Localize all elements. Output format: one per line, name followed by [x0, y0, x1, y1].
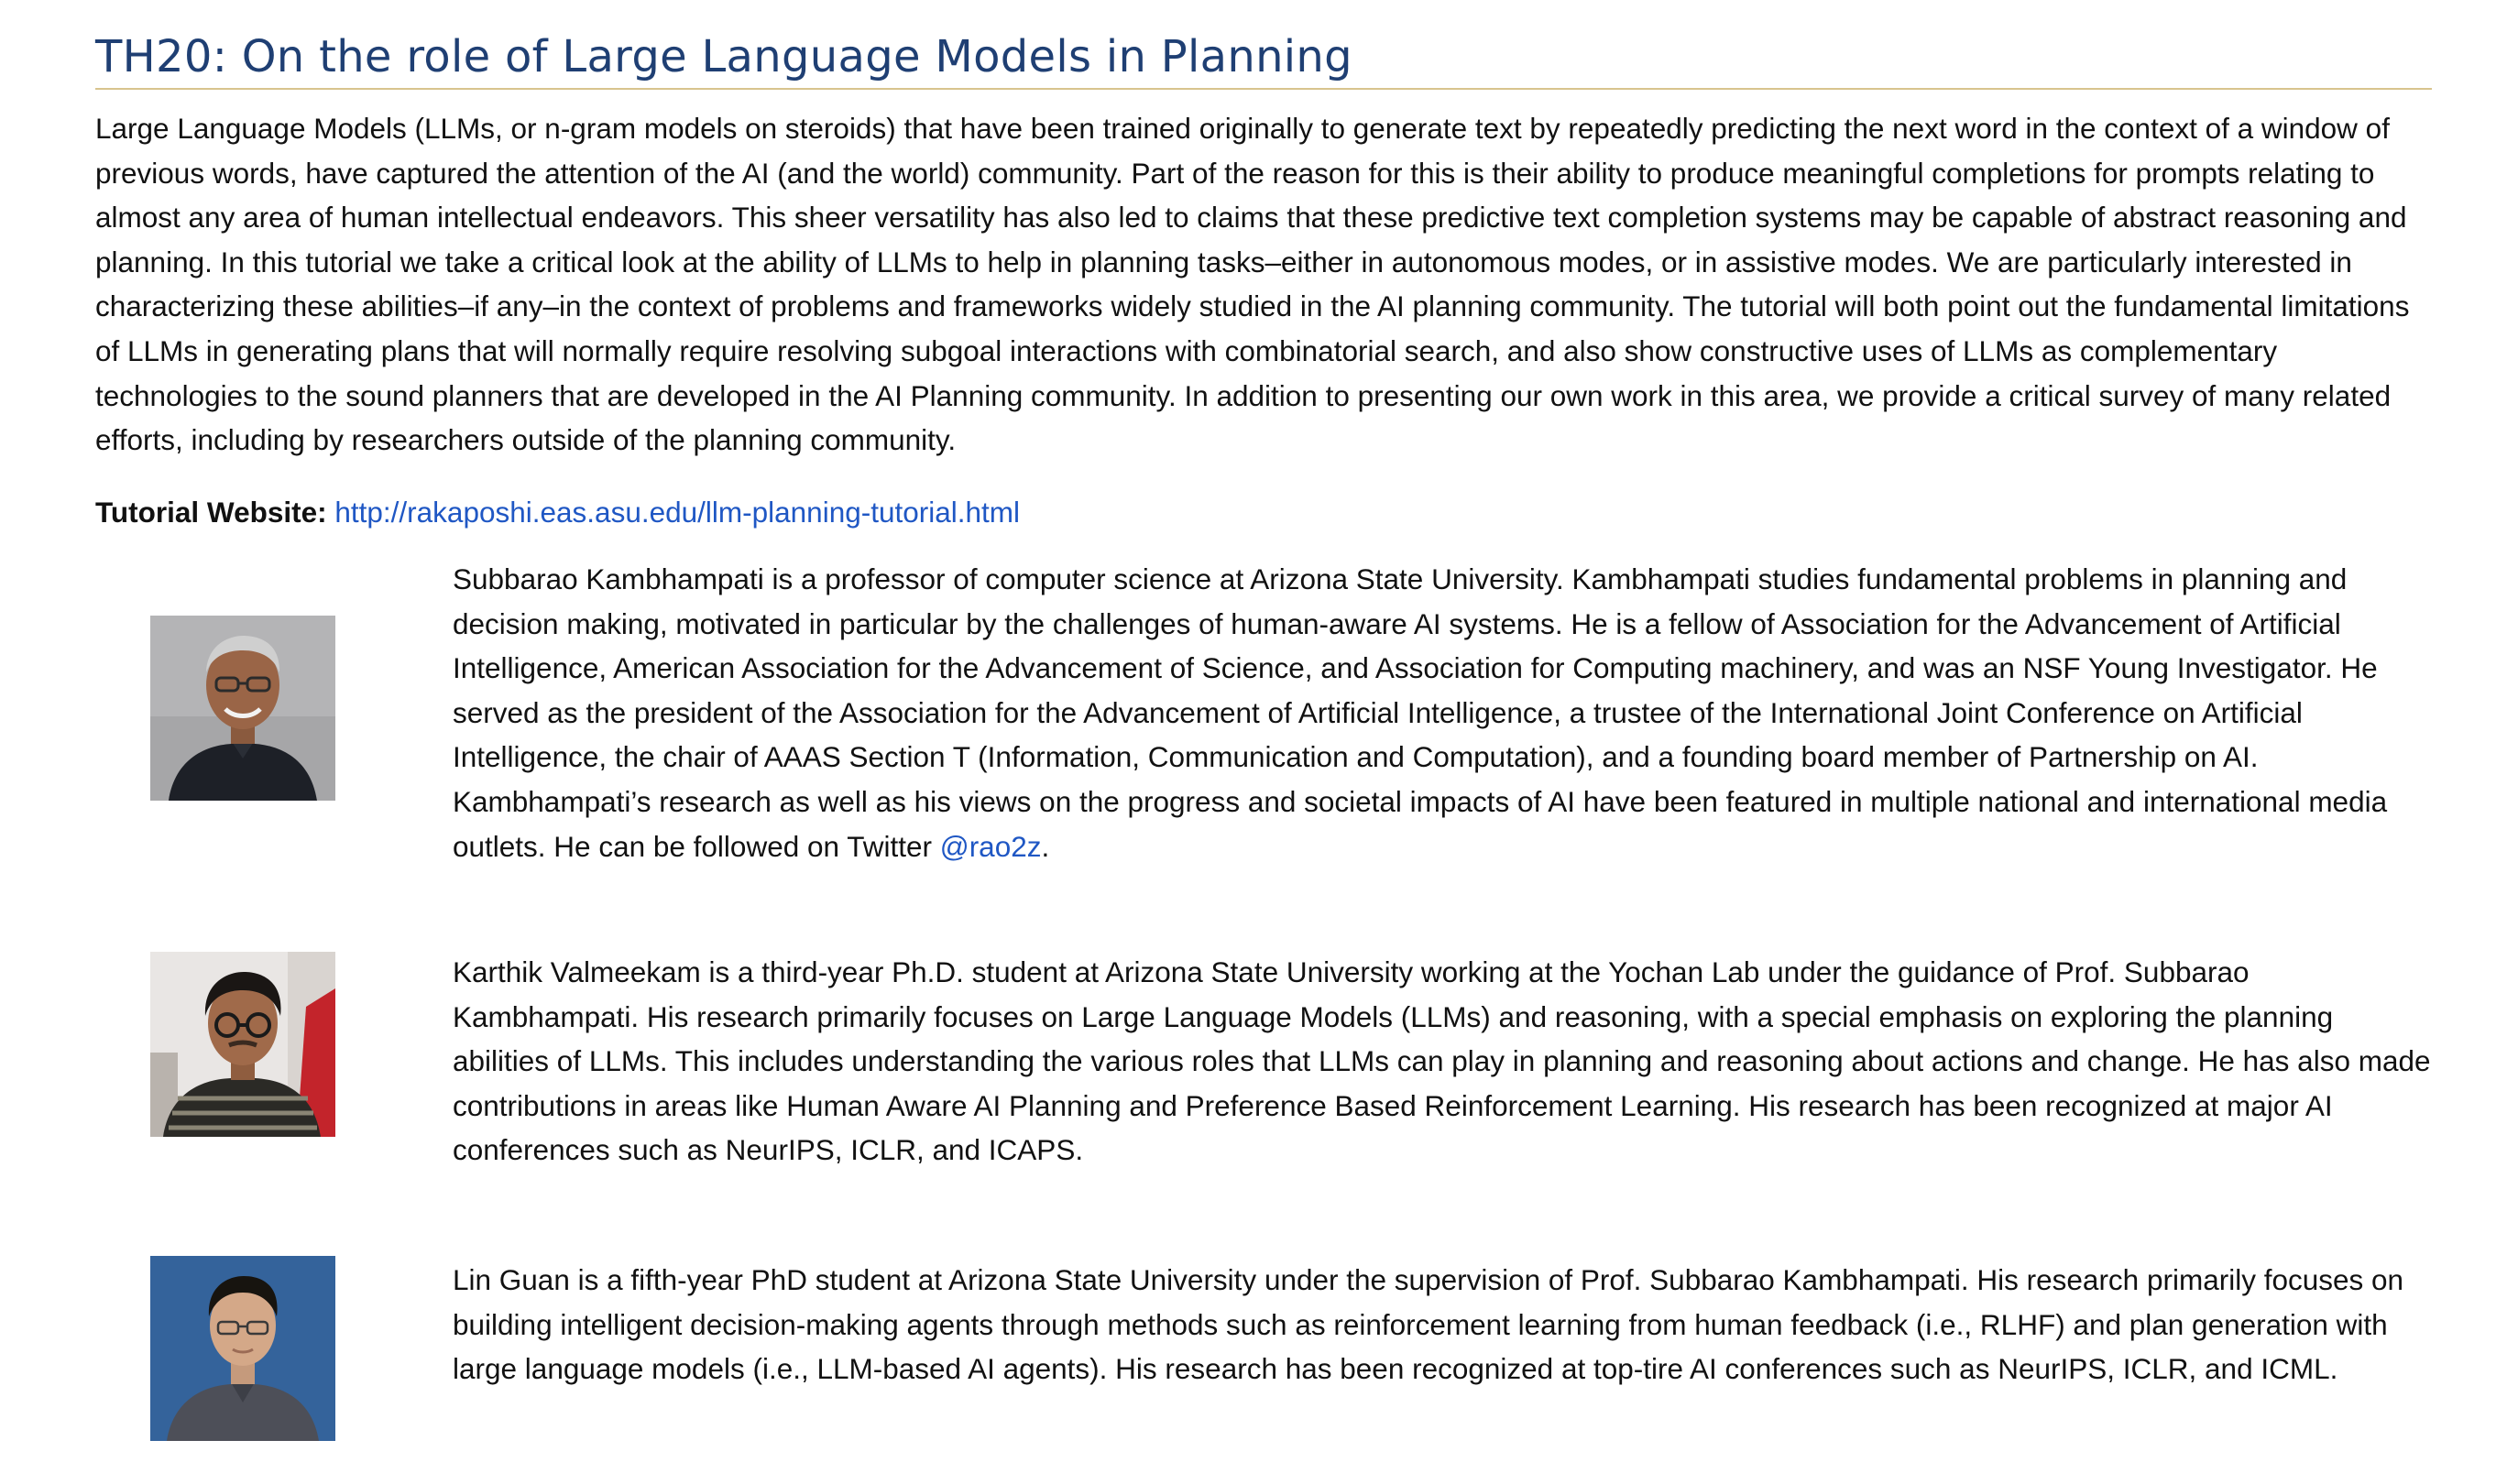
presenter-bio-text: Lin Guan is a fifth-year PhD student at Arizona State University under the supervision of Prof. Subbarao Kambhampati. His research primarily focuses on building intelligent decision-making agents through methods such as reinforcement learning from human feedback (i.e., RLHF) and plan generation with large language models (i.e., LLM-based AI agents). His research has been recognized at top-tire AI conferences such as NeurIPS, ICLR, and ICML.: [453, 1263, 2404, 1386]
tutorial-website-link[interactable]: http://rakaposhi.eas.asu.edu/llm-planning-tutorial.html: [334, 495, 1021, 529]
presenter-bio-text: [453, 557, 2432, 868]
tutorial-page: [95, 27, 2432, 1386]
page-title: TH20: On the role of Large Language Models in Planning: [95, 27, 2432, 90]
twitter-handle-link[interactable]: @rao2z: [939, 829, 1042, 863]
presenter-bio-suffix: .: [1041, 829, 1050, 863]
presenter-photo-valmeekam: [150, 952, 335, 1137]
presenter-photo-kambhampati: [150, 616, 335, 801]
presenter-bio-text: Karthik Valmeekam is a third-year Ph.D. student at Arizona State University working at the Yochan Lab under the guidance of Prof. Subbarao Kambhampati. His research primarily focuses on Large Language Models (LLMs) and reasoning, with a special emphasis on exploring the planning abilities of LLMs. This includes understanding the various roles that LLMs can play in planning and reasoning about actions and change. He has also made contributions in areas like Human Aware AI Planning and Preference Based Reinforcement Learning. His research has been recognized at major AI conferences such as NeurIPS, ICLR, and ICAPS.: [453, 955, 2431, 1167]
tutorial-website-line: [95, 490, 2432, 534]
presenter-photo-guan: [150, 1256, 335, 1441]
tutorial-abstract: Large Language Models (LLMs, or n-gram models on steroids) that have been trained originally to generate text by repeatedly predicting the next word in the context of a window of previous words, have captured the attention of the AI (and the world) community. Part of the reason for this is their ability to produce meaningful completions for prompts relating to almost any area of human intellectual endeavors. This sheer versatility has also led to claims that these predictive text completion systems may be capable of abstract reasoning and planning. In this tutorial we take a critical look at the ability of LLMs to help in planning tasks–either in autonomous modes, or in assistive modes. We are particularly interested in characterizing these abilities–if any–in the context of problems and frameworks widely studied in the AI planning community. The tutorial will both point out the fundamental limitations of LLMs in generating plans that will normally require resolving subgoal interactions with combinatorial search, and also show constructive uses of LLMs as complementary technologies to the sound planners that are developed in the AI Planning community. In addition to presenting our own work in this area, we provide a critical survey of many related efforts, including by researchers outside of the planning community.: [95, 112, 2410, 457]
presenter-bio-body: Subbarao Kambhampati is a professor of computer science at Arizona State University. Kambhampati studies fundamental problems in planning and decision making, motivated in particular by the challenges of human-aware AI systems. He is a fellow of Association for the Advancement of Artificial Intelligence, American Association for the Advancement of Science, and Association for Computing machinery, and was an NSF Young Investigator. He served as the president of the Association for the Advancement of Artificial Intelligence, a trustee of the International Joint Conference on Artificial Intelligence, the chair of AAAS Section T (Information, Communication and Computation), and a founding board member of Partnership on AI. Kambhampati’s research as well as his views on the progress and societal impacts of AI have been featured in multiple national and international media outlets. He can be followed on Twitter: [453, 562, 2388, 863]
tutorial-website-label: Tutorial Website:: [95, 495, 327, 529]
